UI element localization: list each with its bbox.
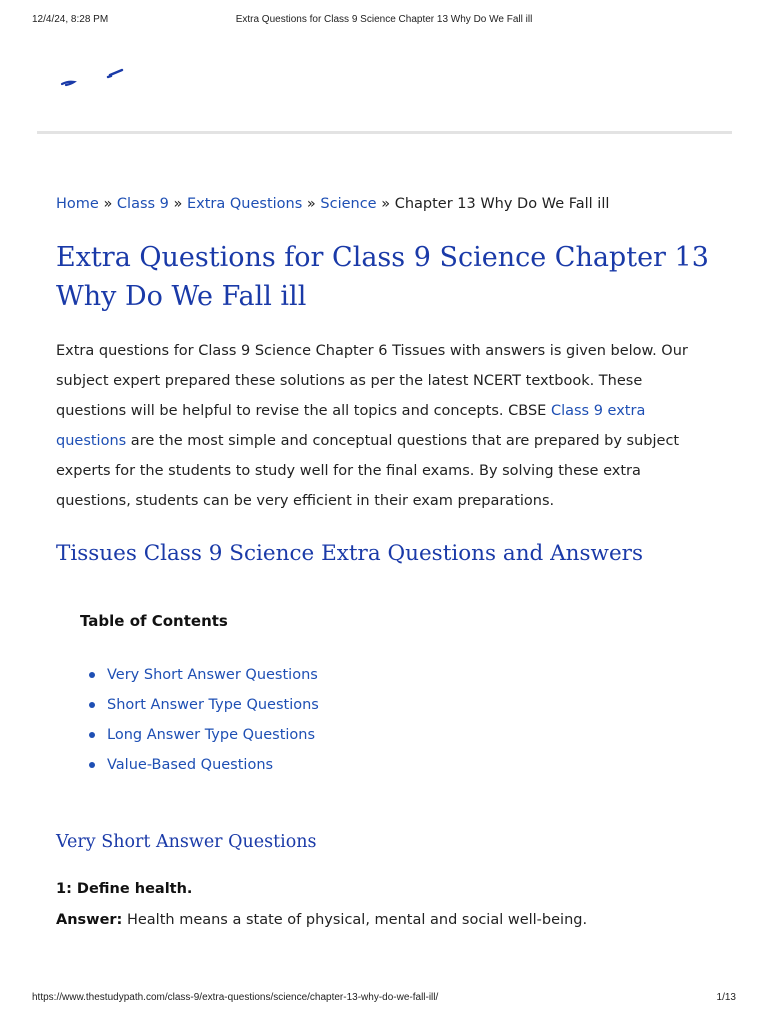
print-footer <box>32 992 736 1006</box>
toc-item-label: Value-Based Questions <box>107 757 274 773</box>
toc-item-label: Long Answer Type Questions <box>107 727 316 743</box>
breadcrumb <box>56 190 716 218</box>
breadcrumb-current: Chapter 13 Why Do We Fall ill <box>394 196 610 212</box>
bullet-icon <box>89 702 95 708</box>
answer-label: Answer: <box>56 912 123 928</box>
class-9-extra-questions-link[interactable]: Class 9 extra questions <box>56 403 646 449</box>
toc-item-value-based[interactable] <box>80 750 716 780</box>
toc-item-label: Very Short Answer Questions <box>107 667 318 683</box>
intro-text-start: Extra questions for Class 9 Science Chapter 6 Tissues with answers is given below. Our subject expert prepared these solutions as per the latest NCERT textbook. These questions will be helpful to revise the all topics and concepts. CBSE <box>56 343 688 419</box>
toc-item-label: Short Answer Type Questions <box>107 697 319 713</box>
page-number: 1/13 <box>716 992 736 1003</box>
print-datetime: 12/4/24, 8:28 PM <box>32 14 109 25</box>
question-1: 1: Define health. <box>56 881 193 897</box>
breadcrumb-separator: » <box>103 196 113 212</box>
breadcrumb-separator: » <box>381 196 391 212</box>
bullet-icon <box>89 762 95 768</box>
breadcrumb-science[interactable]: Science <box>320 196 377 212</box>
subsection-heading: Very Short Answer Questions <box>56 832 317 852</box>
section-heading: Tissues Class 9 Science Extra Questions and Answers <box>56 541 643 566</box>
bullet-icon <box>89 672 95 678</box>
toc-item-very-short-answer[interactable] <box>80 660 716 690</box>
toc-item-short-answer[interactable] <box>80 690 716 720</box>
breadcrumb-home[interactable]: Home <box>56 196 99 212</box>
answer-text: Health means a state of physical, mental and social well-being. <box>122 912 588 928</box>
bullet-icon <box>89 732 95 738</box>
print-header <box>32 14 736 28</box>
article <box>56 190 716 932</box>
page-title: Extra Questions for Class 9 Science Chapter 13 Why Do We Fall ill <box>56 242 709 312</box>
print-title: Extra Questions for Class 9 Science Chapter 13 Why Do We Fall ill <box>235 14 533 25</box>
print-url: https://www.thestudypath.com/class-9/extra-questions/science/chapter-13-why-do-we-fall-ill/ <box>32 992 439 1003</box>
header-divider <box>37 131 732 134</box>
table-of-contents <box>80 610 716 780</box>
breadcrumb-separator: » <box>173 196 183 212</box>
toc-title: Table of Contents <box>80 612 228 630</box>
answer-1 <box>56 908 716 932</box>
intro-paragraph <box>56 336 716 516</box>
site-logo-icon[interactable] <box>58 62 128 90</box>
intro-text-end: are the most simple and conceptual questions that are prepared by subject experts for the students to study well for the final exams. By solving these extra questions, students can be very efficient in their exam preparations. <box>56 433 680 509</box>
toc-list <box>80 660 716 780</box>
breadcrumb-class-9[interactable]: Class 9 <box>116 196 169 212</box>
toc-item-long-answer[interactable] <box>80 720 716 750</box>
breadcrumb-separator: » <box>306 196 316 212</box>
breadcrumb-extra-questions[interactable]: Extra Questions <box>187 196 303 212</box>
